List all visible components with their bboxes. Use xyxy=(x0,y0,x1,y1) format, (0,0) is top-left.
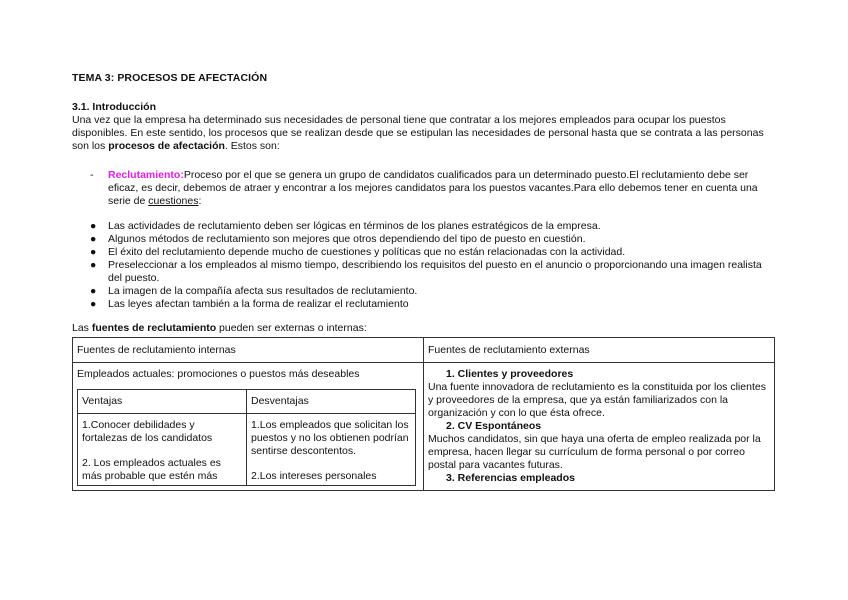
dash-text: Proceso por el que se genera un grupo de candidatos cualificados para un determinado puesto.El reclutamiento debe ser eficaz, es decir, debemos de atraer y encontrar a los mejores candidatos para los puestos vacantes.Para ello debemos tener en cuenta una serie de xyxy=(108,169,758,207)
header-internas: Fuentes de reclutamiento internas xyxy=(73,338,424,363)
list-item xyxy=(72,220,776,233)
externa-title: 3. Referencias empleados xyxy=(446,472,575,484)
term-reclutamiento: Reclutamiento: xyxy=(108,169,184,181)
ventajas-header: Ventajas xyxy=(78,390,247,414)
list-item xyxy=(72,246,776,259)
cuestiones-link[interactable]: cuestiones xyxy=(148,195,199,207)
list-item-text: El éxito del reclutamiento depende mucho de cuestiones y políticas que no están relacionadas con la actividad. xyxy=(108,246,626,258)
dash-list-item xyxy=(72,169,776,208)
bullet-icon: ● xyxy=(90,285,97,297)
intro-paragraph xyxy=(72,114,776,153)
ventajas-table xyxy=(77,389,416,486)
desventaja-item: 1.Los empleados que solicitan los puestos y no los obtienen podrían sentirse descontentos. xyxy=(251,419,409,457)
desventajas-header: Desventajas xyxy=(247,390,416,414)
fuentes-table xyxy=(72,337,775,491)
dash-marker: - xyxy=(90,169,94,181)
list-item xyxy=(72,285,776,298)
internas-cell xyxy=(73,363,424,491)
list-item-text: La imagen de la compañía afecta sus resultados de reclutamiento. xyxy=(108,285,418,297)
list-item-text: Preseleccionar a los empleados al mismo tiempo, describiendo los requisitos del puesto en el anuncio o proporcionando una imagen realista del puesto. xyxy=(108,259,762,284)
page-title: TEMA 3: PROCESOS DE AFECTACIÓN xyxy=(72,72,268,84)
list-item-text: Algunos métodos de reclutamiento son mejores que otros dependiendo del tipo de puesto en cuestión. xyxy=(108,233,586,245)
intro-end: . Estos son: xyxy=(224,140,280,152)
intro-bold: procesos de afectación xyxy=(108,140,225,152)
list-item-text: Las leyes afectan también a la forma de realizar el reclutamiento xyxy=(108,298,409,310)
fuentes-line xyxy=(72,322,776,335)
bullet-icon: ● xyxy=(90,220,97,232)
intro-text: Una vez que la empresa ha determinado sus necesidades de personal tiene que contratar a los mejores empleados para ocupar los puestos disponibles. En este sentido, los procesos que se realizan desde que se estipulan las necesidades de personal hasta que se contrata a las personas son los xyxy=(72,114,764,152)
ventaja-item: 2. Los empleados actuales es más probable que estén más xyxy=(82,457,221,482)
ventajas-cell xyxy=(78,414,247,486)
list-item-text: Las actividades de reclutamiento deben ser lógicas en términos de los planes estratégicos de la empresa. xyxy=(108,220,601,232)
bullet-icon: ● xyxy=(90,298,97,310)
dash-end: : xyxy=(198,195,202,207)
externa-title: 2. CV Espontáneos xyxy=(446,420,542,432)
ventaja-item: 1.Conocer debilidades y fortalezas de los candidatos xyxy=(82,419,213,444)
bullet-icon: ● xyxy=(90,259,97,271)
bullet-icon: ● xyxy=(90,246,97,258)
empleados-actuales: Empleados actuales: promociones o puestos más deseables xyxy=(77,368,360,380)
list-item xyxy=(72,233,776,246)
bullet-icon: ● xyxy=(90,233,97,245)
externa-text: Una fuente innovadora de reclutamiento es la constituida por los clientes y proveedores de la empresa, que ya están familiarizados con la organización y con lo que ésta ofrece. xyxy=(428,381,766,419)
externas-cell xyxy=(424,363,775,491)
bullet-list xyxy=(72,220,776,311)
header-externas: Fuentes de reclutamiento externas xyxy=(424,338,775,363)
externa-title: 1. Clientes y proveedores xyxy=(446,368,574,380)
fuentes-pre: Las xyxy=(72,322,92,334)
fuentes-bold: fuentes de reclutamiento xyxy=(91,322,217,334)
desventaja-item: 2.Los intereses personales xyxy=(251,470,377,482)
list-item xyxy=(72,298,776,311)
list-item xyxy=(72,259,776,285)
desventajas-cell xyxy=(247,414,416,486)
section-heading: 3.1. Introducción xyxy=(72,101,157,113)
fuentes-post: pueden ser externas o internas: xyxy=(216,322,367,334)
document-page xyxy=(72,72,776,491)
externa-text: Muchos candidatos, sin que haya una oferta de empleo realizada por la empresa, hacen llegar su currículum de forma personal o por correo postal para vacantes futuras. xyxy=(428,433,761,471)
